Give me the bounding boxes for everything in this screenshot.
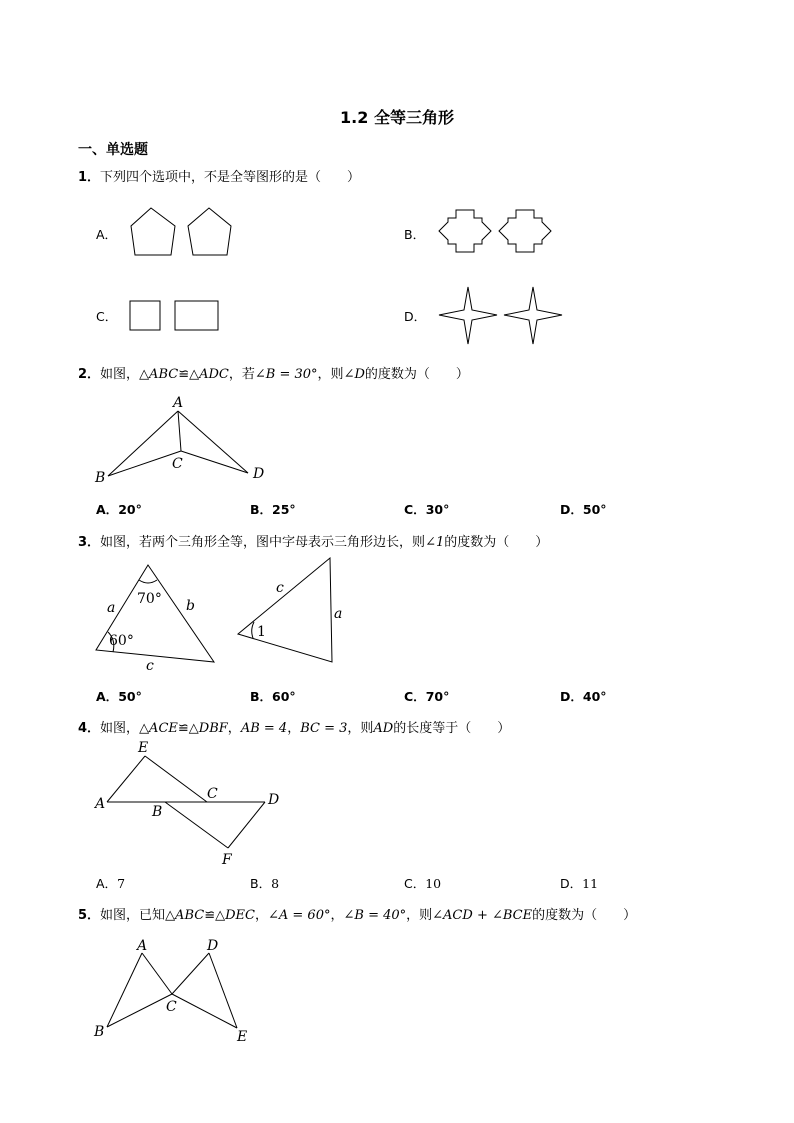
question-text: ，则 [317,367,344,382]
vertex-label-c: C [207,786,218,802]
question-text: ， [227,721,241,736]
angle-label: 70° [137,591,162,607]
question-text: 如图， [100,367,140,382]
side-label: c [146,658,154,674]
question-text: ， [254,908,268,923]
math-symbol: ≌ [204,908,216,923]
q4-option-b: B．8 [250,876,280,891]
q2-option-c: C．30° [404,502,450,517]
question-number: 2． [78,367,101,382]
math-expr: △ACE [139,721,178,736]
question-text: ，则 [406,908,433,923]
vertex-label-e: E [138,740,149,756]
page-title: 1.2 全等三角形 [340,108,454,127]
vertex-label-a: A [95,796,106,812]
question-text: ， [287,721,301,736]
section-heading: 一、单选题 [78,142,148,158]
math-expr: △ABC [139,367,179,382]
q3-option-a: A．50° [96,689,142,704]
q3-option-c: C．70° [404,689,450,704]
math-expr: △ADC [189,367,229,382]
math-expr: ∠1 [425,535,445,550]
vertex-label-f: F [222,852,232,868]
vertex-label-c: C [166,999,177,1015]
q1-option-b-label: B． [404,227,426,242]
math-expr: ∠A = 60° [267,908,331,923]
math-expr: ∠B = 30° [254,367,318,382]
vertex-label-d: D [253,466,265,482]
q1-option-a-label: A． [96,227,118,242]
math-expr: △ABC [165,908,205,923]
vertex-label-a: A [173,395,184,411]
question-text: 如图，若两个三角形全等，图中字母表示三角形边长，则 [100,535,426,550]
math-expr: BC = 3 [300,721,348,736]
vertex-label-d: D [268,792,280,808]
q4-option-c: C．10 [404,876,442,891]
question-number: 1． [78,170,101,185]
math-expr: △DEC [215,908,255,923]
q2-option-d: D．50° [560,502,607,517]
math-symbol: ≌ [178,367,190,382]
q4-option-d: D．11 [560,876,599,891]
angle-label: 60° [109,633,134,649]
side-label: a [334,606,343,622]
side-label: b [186,598,195,614]
math-expr: ∠ACD + ∠BCE [432,908,533,923]
question-text: ，若 [228,367,255,382]
question-text: ，则 [347,721,374,736]
vertex-label-b: B [94,1024,105,1040]
q1-option-d-label: D． [404,309,427,324]
math-expr: ∠D [343,367,365,382]
side-label: c [276,580,284,596]
angle-label: 1 [257,624,266,640]
q3-option-d: D．40° [560,689,607,704]
vertex-label-b: B [95,470,106,486]
math-expr: ∠B = 40° [343,908,407,923]
question-text: 的度数为（ ） [444,535,549,550]
vertex-label-b: B [152,804,163,820]
question-text: 如图，已知 [100,908,166,923]
question-number: 4． [78,721,101,736]
vertex-label-a: A [137,938,148,954]
side-label: a [107,600,116,616]
q3-option-b: B．60° [250,689,296,704]
question-number: 3． [78,535,101,550]
q4-option-a: A．7 [96,876,126,891]
question-text: 下列四个选项中，不是全等图形的是（ ） [100,170,361,185]
q2-option-b: B．25° [250,502,296,517]
math-expr: △DBF [188,721,228,736]
q2-option-a: A．20° [96,502,142,517]
question-text: 如图， [100,721,140,736]
vertex-label-e: E [237,1029,248,1045]
q1-option-c-label: C． [96,309,118,324]
question-text: ， [330,908,344,923]
vertex-label-d: D [207,938,219,954]
question-text: 的长度等于（ ） [393,721,511,736]
question-number: 5． [78,908,101,923]
question-text: 的度数为（ ） [532,908,637,923]
question-text: 的度数为（ ） [364,367,469,382]
math-expr: AD [373,721,394,736]
vertex-label-c: C [172,456,183,472]
math-symbol: ≌ [177,721,189,736]
math-expr: AB = 4 [240,721,288,736]
